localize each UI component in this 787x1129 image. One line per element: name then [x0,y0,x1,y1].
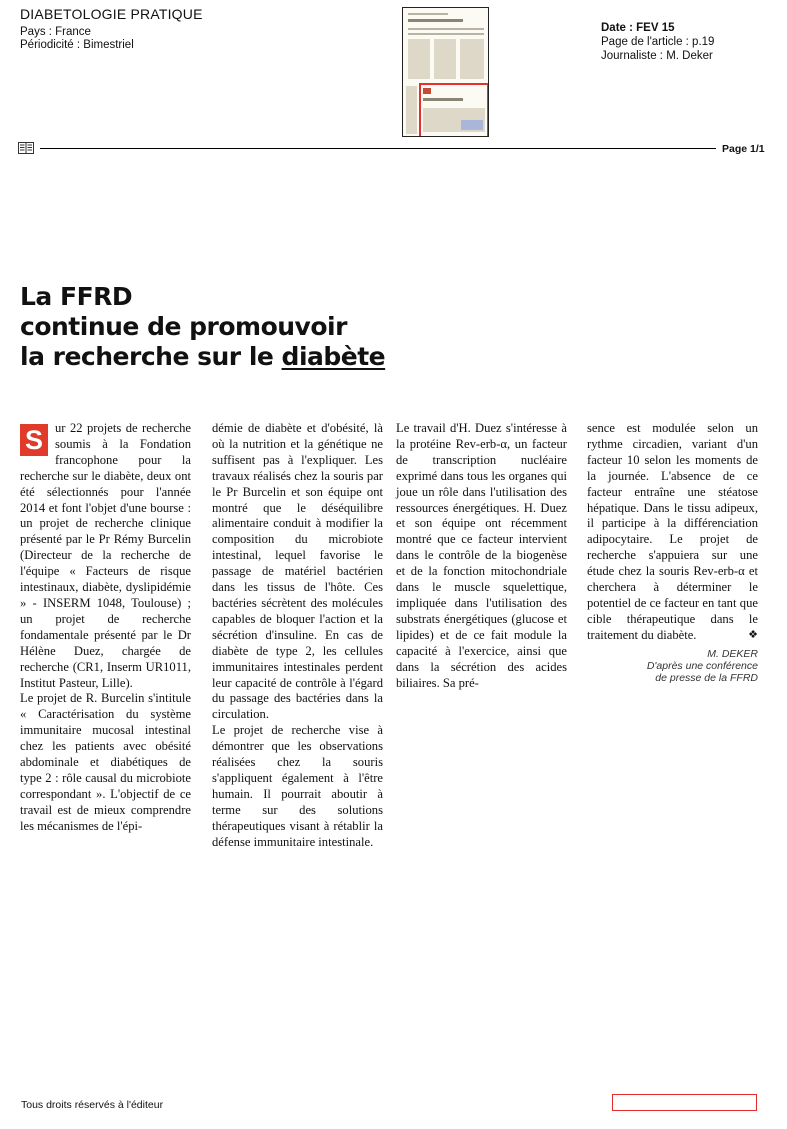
byline [587,644,758,684]
page-thumbnail [402,7,489,137]
col2-paragraph-1: démie de diabète et d'obésité, là où la nutrition et la génétique ne suffisent pas à l'expliquer. Les travaux réalisés chez la souris par le Pr Burcelin et son équipe ont montré que le déséquilibre alimentaire conduit à modifier la composition du microbiote intestinal, lequel favorise le passage de matériel bactérien dans les tissus de l'hôte. Ces bactéries sécrètent des molécules capables de bloquer l'action et la sécrétion d'insuline. En cas de diabète de type 2, les cellules immunitaires intestinales perdent leur capacité de contrôle à l'égard du passage des bactéries dans la circulation. [212,421,383,722]
article-page-line: Page de l'article : p.19 [601,36,715,48]
col4-text: sence est modulée selon un rythme circadien, variant d'un facteur 10 selon les moments de la journée. L'absence de ce facteur entraîne une stéatose hépatique. Dans le tissu adipeux, il participe à la différenciation adipocytaire. Le projet de recherche s'appuiera sur une étude chez la souris Rev-erb-α et cherchera à déterminer le potentiel de ce facteur en tant que cible thérapeutique dans le traitement du diabète. [587,421,758,642]
title-line-2: continue de promouvoir [20,312,347,341]
col1-paragraph-2: Le projet de R. Burcelin s'intitule « Caractérisation du système immunitaire mucosal intestinal chez les patients avec obésité abdominale et diabétiques de type 2 : rôle causal du microbiote correspondant ». L'objectif de ce travail est de mieux comprendre les mécanismes de l'épi- [20,691,191,833]
footer-red-box [612,1094,757,1111]
title-line-3 [20,342,385,372]
byline-author: M. DEKER [707,647,758,660]
title-line-3-prefix: la recherche sur le [20,342,282,371]
article-column-3 [396,421,567,691]
article-title [20,282,385,372]
journalist-line: Journaliste : M. Deker [601,50,713,62]
col3-paragraph-1: Le travail d'H. Duez s'intéresse à la protéine Rev-erb-α, un facteur de transcription nucléaire exprimé dans tous les organes qui joue un rôle dans l'utilisation des ressources énergétiques. H. Duez et son équipe ont récemment montré que ce facteur intervient dans le contrôle de la biogenèse et de la fonction mitochondriale dans le muscle squelettique, impliquée dans l'utilisation des substrats énergétiques (glucose et lipides) et de ce fait module la capacité à l'exercice, ainsi que dans la sécrétion des acides biliaires. Sa pré- [396,421,567,690]
footer-rights: Tous droits réservés à l'éditeur [21,1099,164,1111]
header-divider [40,148,716,149]
title-keyword: diabète [281,342,386,371]
article-column-4 [587,421,758,684]
article-column-2 [212,421,383,850]
page-number: Page 1/1 [722,143,765,155]
country-line: Pays : France [20,26,91,38]
header-left [20,6,203,52]
byline-source-1: D'après une conférence [646,659,758,672]
dropcap: S [20,424,48,456]
newspaper-icon [18,142,34,154]
end-mark-icon: ❖ [748,628,758,641]
date-line: Date : FEV 15 [601,22,675,34]
header-right [601,21,714,63]
thumbnail-highlight [419,83,489,137]
title-line-1: La FFRD [20,282,133,311]
publication-name: DIABETOLOGIE PRATIQUE [20,6,203,22]
periodicity-line: Périodicité : Bimestriel [20,39,134,51]
col1-paragraph-1: ur 22 projets de recherche soumis à la Fondation francophone pour la recherche sur le diabète, deux ont été sélectionnés pour l'année 2014 et font l'objet d'une bourse : un projet de recherche clinique présenté par le Pr Rémy Burcelin (Directeur de la recherche de l'équipe « Facteurs de risque intestinaux, diabète, dyslipidémie » - INSERM 1048, Toulouse) ; un projet de recherche fondamentale présenté par le Dr Hélène Duez, chargée de recherche (CR1, Inserm UR1011, Institut Pasteur, Lille). [20,421,191,690]
article-column-1 [20,421,191,835]
col4-paragraph-1 [587,421,758,644]
col2-paragraph-2: Le projet de recherche vise à démontrer que les observations réalisées chez la souris s'appliquent également à l'être humain. Il pourrait aboutir à terme sur des solutions thérapeutiques visant à rétablir la défense immunitaire intestinale. [212,723,383,849]
byline-source-2: de presse de la FFRD [655,671,758,684]
